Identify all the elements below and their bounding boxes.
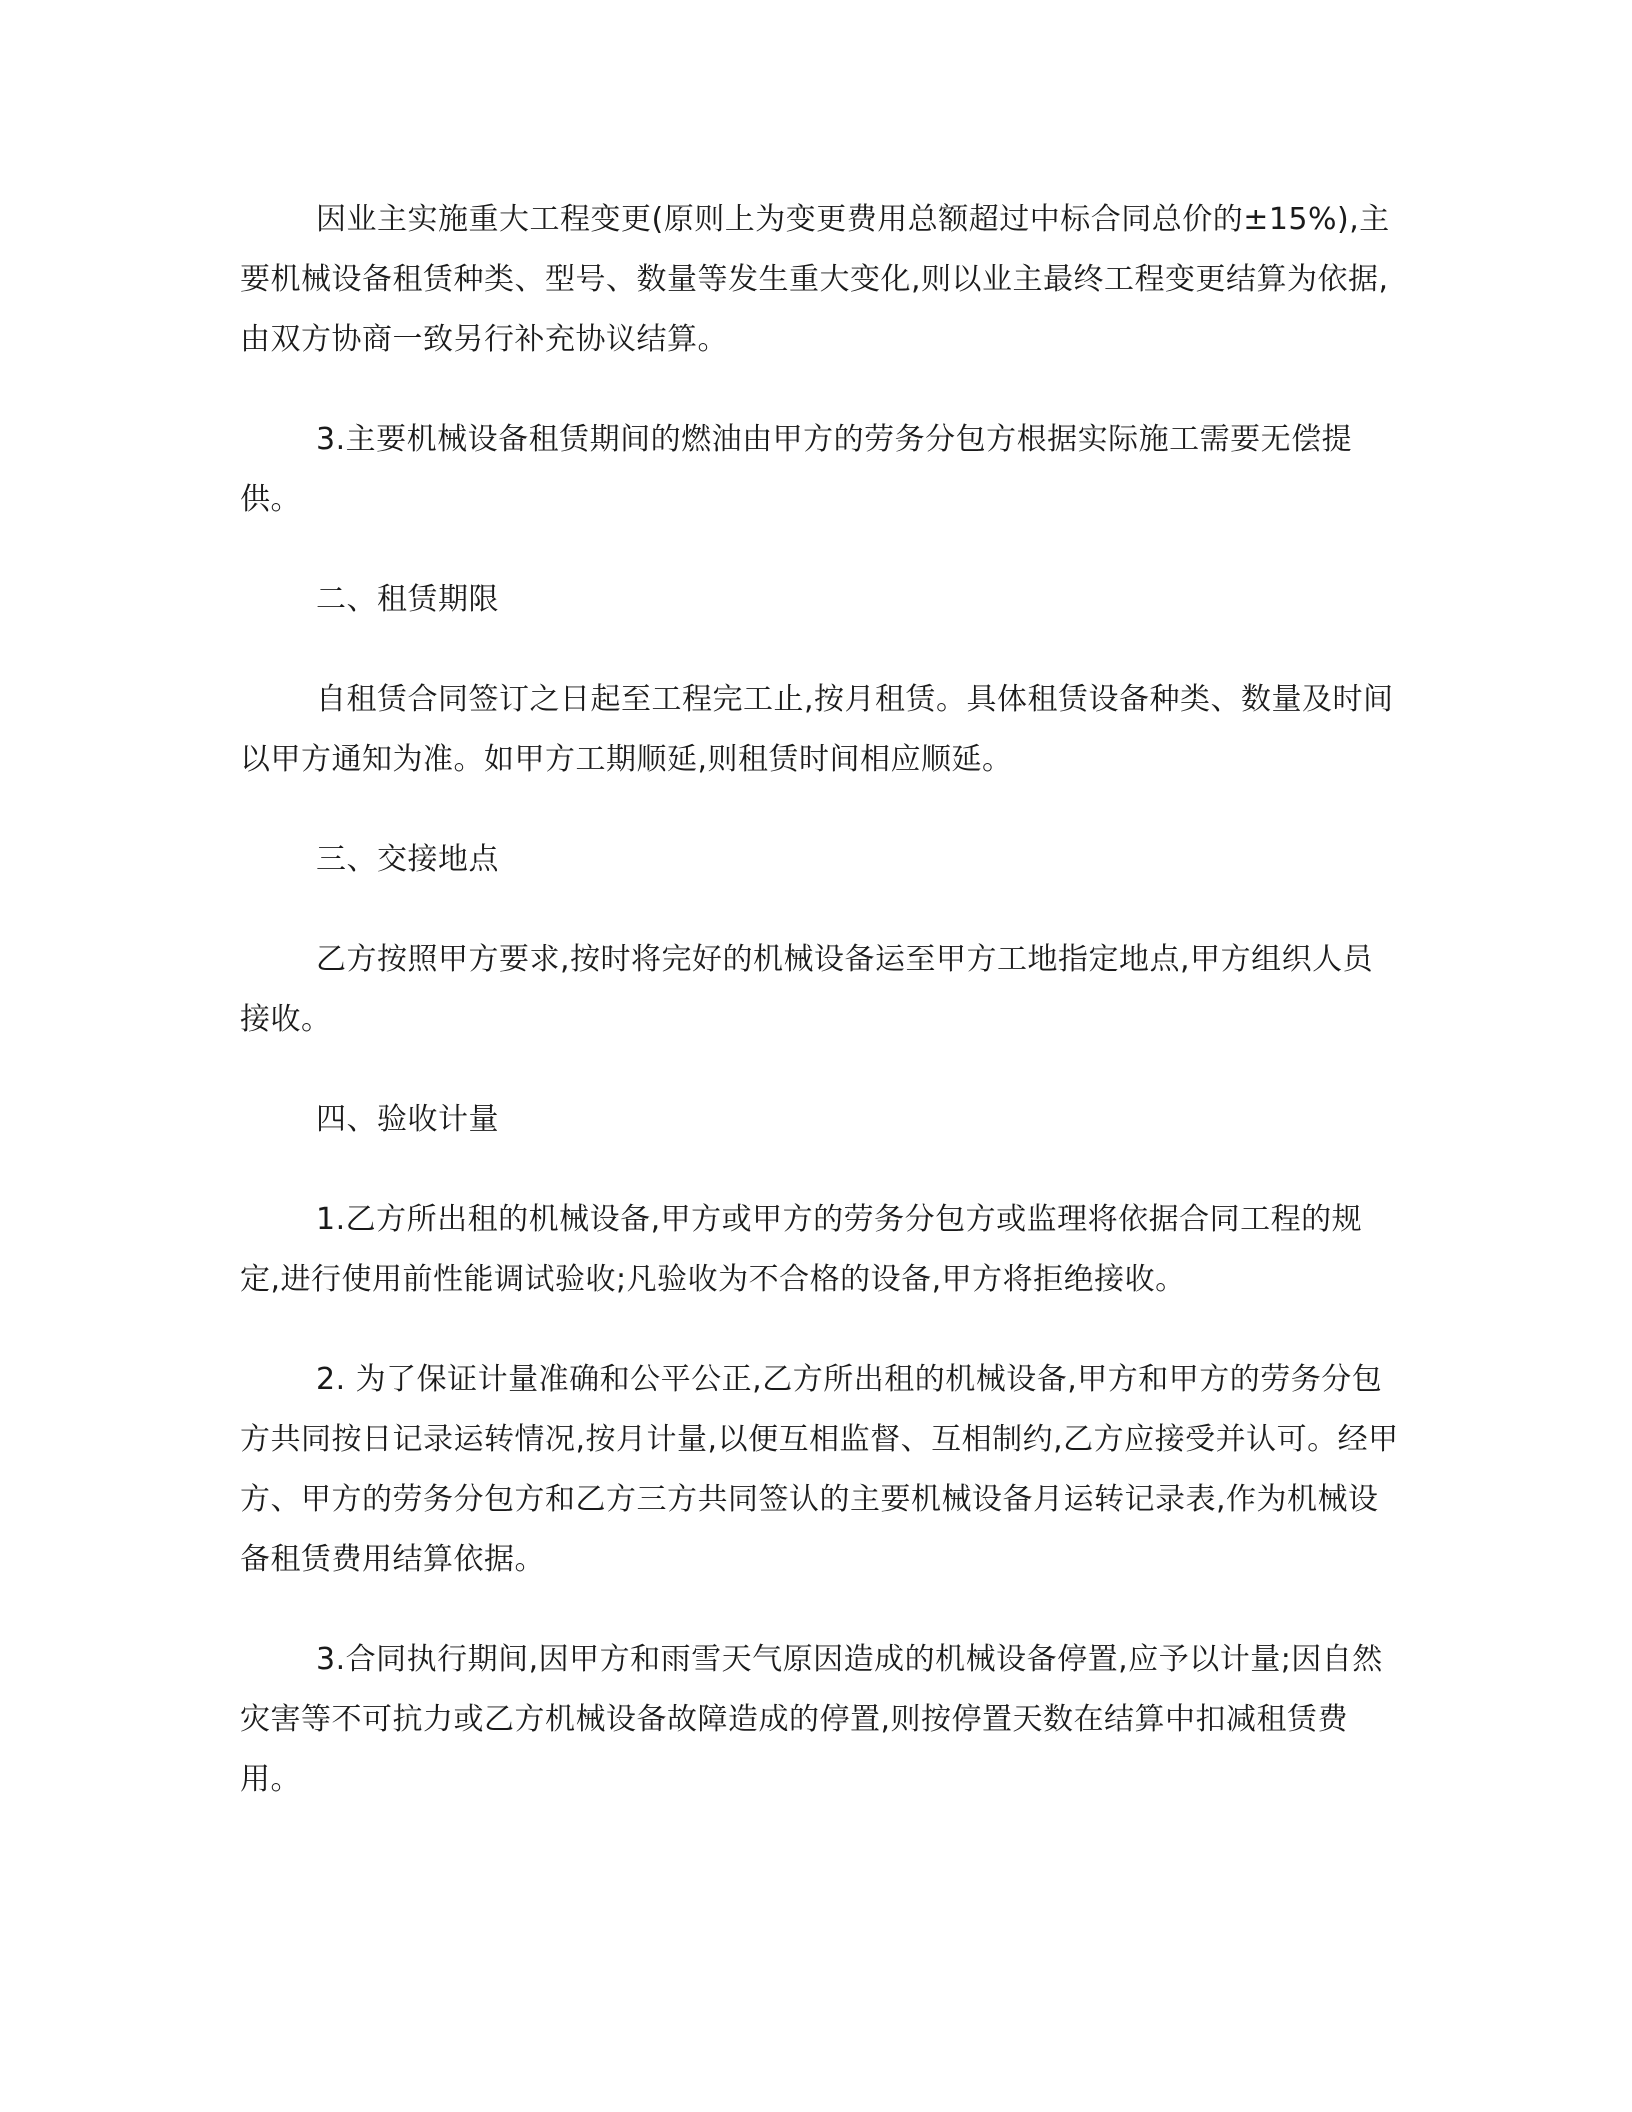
section-heading-acceptance-measurement: 四、验收计量	[316, 1102, 499, 1137]
section-heading-lease-term: 二、租赁期限	[316, 582, 499, 617]
paragraph-acceptance-inspection: 1.乙方所出租的机械设备,甲方或甲方的劳务分包方或监理将依据合同工程的规定,进行使用前性能调试验收;凡验收为不合格的设备,甲方将拒绝接收。	[240, 1202, 1363, 1297]
paragraph-major-change-settlement: 因业主实施重大工程变更(原则上为变更费用总额超过中标合同总价的±15%),主要机械设备租赁种类、型号、数量等发生重大变化,则以业主最终工程变更结算为依据,由双方协商一致另行补充协议结算。	[240, 202, 1390, 357]
paragraph-measurement-records: 2. 为了保证计量准确和公平公正,乙方所出租的机械设备,甲方和甲方的劳务分包方共同按日记录运转情况,按月计量,以便互相监督、互相制约,乙方应接受并认可。经甲方、甲方的劳务分包方和乙方三方共同签认的主要机械设备月运转记录表,作为机械设备租赁费用结算依据。	[240, 1362, 1399, 1577]
section-heading-handover-location: 三、交接地点	[316, 842, 499, 877]
paragraph-handover-location: 乙方按照甲方要求,按时将完好的机械设备运至甲方工地指定地点,甲方组织人员接收。	[240, 942, 1374, 1037]
paragraph-lease-term: 自租赁合同签订之日起至工程完工止,按月租赁。具体租赁设备种类、数量及时间以甲方通知为准。如甲方工期顺延,则租赁时间相应顺延。	[240, 682, 1394, 777]
paragraph-idle-time-measurement: 3.合同执行期间,因甲方和雨雪天气原因造成的机械设备停置,应予以计量;因自然灾害等不可抗力或乙方机械设备故障造成的停置,则按停置天数在结算中扣减租赁费用。	[240, 1642, 1383, 1797]
document-body	[240, 190, 1400, 1850]
paragraph-fuel-supply: 3.主要机械设备租赁期间的燃油由甲方的劳务分包方根据实际施工需要无偿提供。	[240, 422, 1353, 517]
